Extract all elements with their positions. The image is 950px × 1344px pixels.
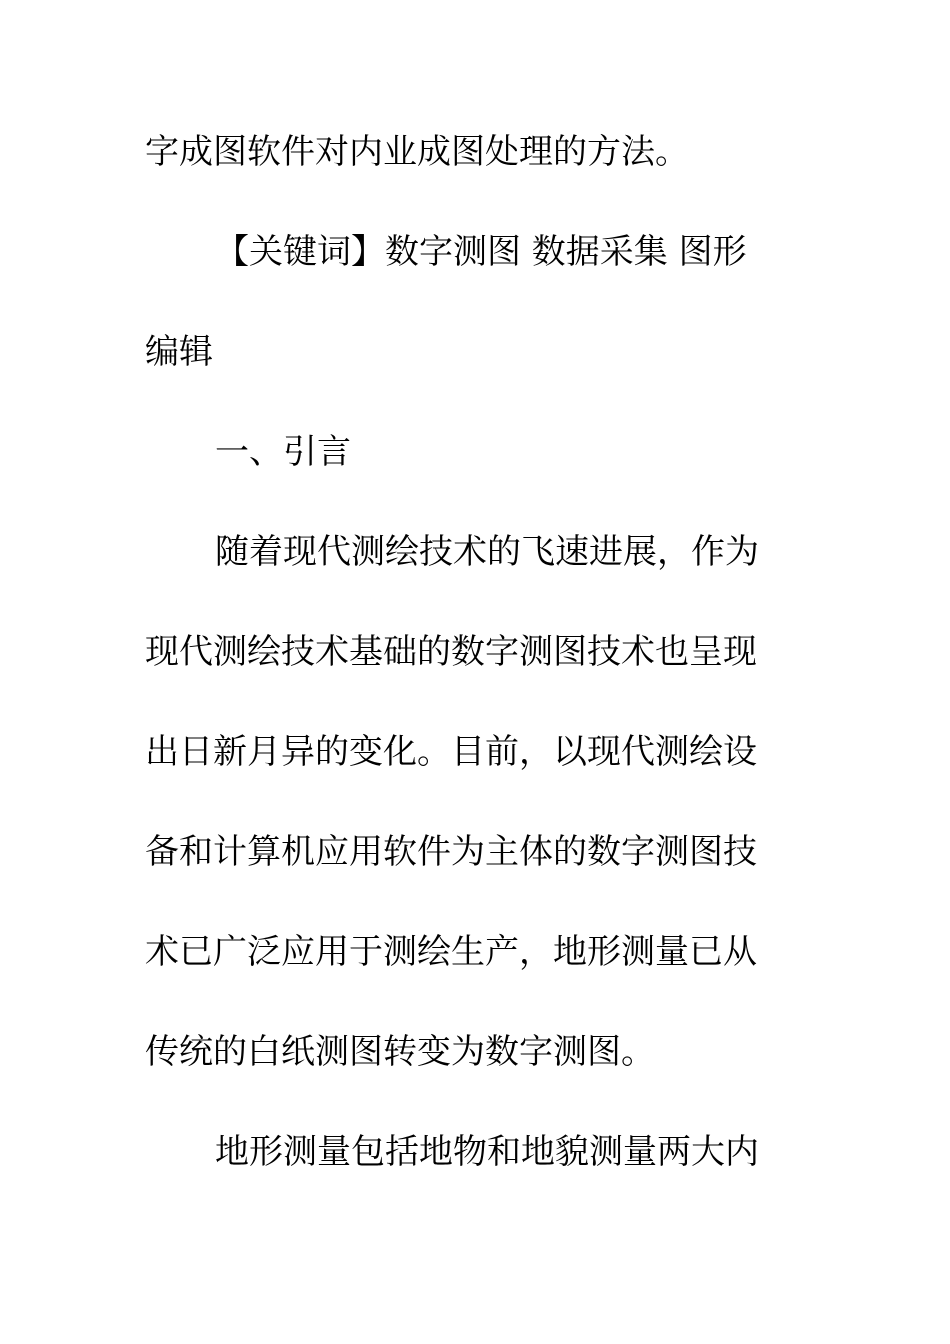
section-heading-introduction: 一、引言 bbox=[215, 432, 351, 472]
paragraph-1-line-6: 传统的白纸测图转变为数字测图。 bbox=[145, 1032, 655, 1072]
text-line-1: 字成图软件对内业成图处理的方法。 bbox=[145, 132, 689, 172]
paragraph-1-line-1: 随着现代测绘技术的飞速进展，作为 bbox=[215, 532, 759, 572]
keywords-line: 【关键词】数字测图 数据采集 图形 bbox=[215, 232, 747, 272]
paragraph-1-line-4: 备和计算机应用软件为主体的数字测图技 bbox=[145, 832, 757, 872]
paragraph-1-line-3: 出日新月异的变化。目前，以现代测绘设 bbox=[145, 732, 757, 772]
paragraph-1-line-2: 现代测绘技术基础的数字测图技术也呈现 bbox=[145, 632, 757, 672]
keywords-continuation: 编辑 bbox=[145, 332, 213, 372]
paragraph-1-line-5: 术已广泛应用于测绘生产，地形测量已从 bbox=[145, 932, 757, 972]
paragraph-2-line-1: 地形测量包括地物和地貌测量两大内 bbox=[215, 1132, 759, 1172]
